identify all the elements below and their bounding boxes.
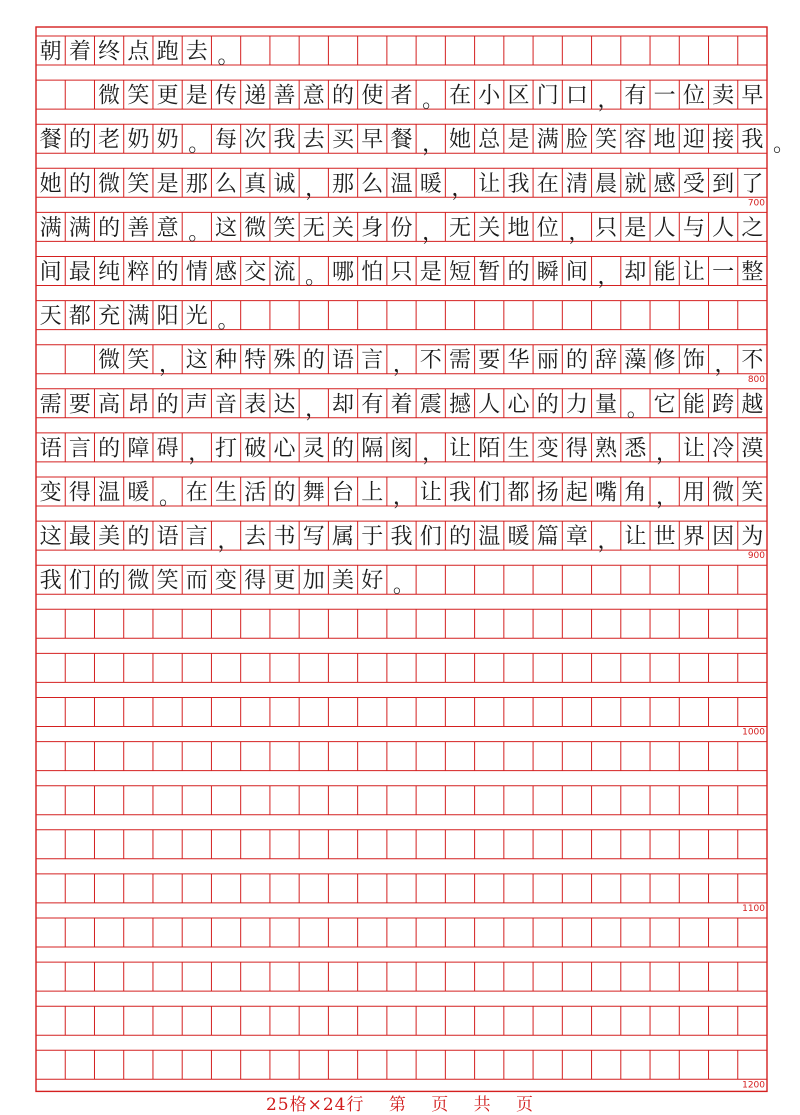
grid-char: 在 <box>536 171 559 197</box>
grid-char: 在 <box>448 83 471 109</box>
grid-char: 。 <box>773 132 796 158</box>
grid-char: 的 <box>68 171 91 197</box>
grid-char: 与 <box>682 215 705 241</box>
grid-char: 者 <box>390 83 413 109</box>
grid-char: 得 <box>565 436 588 462</box>
grid-char: 上 <box>361 480 384 506</box>
grid-char: 的 <box>536 392 559 418</box>
grid-char: ， <box>217 529 240 555</box>
grid-char: 活 <box>244 480 267 506</box>
grid-char: 光 <box>185 304 208 330</box>
grid-char: 身 <box>361 215 384 241</box>
grid-char: 善 <box>273 83 296 109</box>
grid-char: 迎 <box>682 127 705 153</box>
grid-char: 有 <box>361 392 384 418</box>
grid-char: ， <box>305 396 328 422</box>
char-count-label: 1100 <box>742 904 765 914</box>
grid-char: 脸 <box>565 127 588 153</box>
grid-char: 的 <box>156 392 179 418</box>
grid-char: 位 <box>536 215 559 241</box>
grid-char: 怕 <box>361 260 384 285</box>
grid-char: 特 <box>244 348 267 374</box>
grid-char: 笑 <box>127 348 150 374</box>
grid-char: 容 <box>624 127 647 153</box>
grid-char: 的 <box>156 260 179 285</box>
grid-char: 是 <box>419 260 442 285</box>
grid-char: 微 <box>127 568 150 594</box>
grid-char: 传 <box>215 83 238 109</box>
grid-char: 舞 <box>302 480 325 506</box>
grid-char: 变 <box>536 436 559 462</box>
grid-char: 语 <box>156 524 179 550</box>
grid-char: 我 <box>39 568 62 594</box>
grid-char: 餐 <box>390 127 413 153</box>
grid-char: 诚 <box>273 171 296 197</box>
grid-char: 用 <box>682 480 705 506</box>
grid-char: 不 <box>741 348 764 374</box>
grid-char: 老 <box>98 127 121 153</box>
grid-char: 起 <box>565 480 588 506</box>
grid-char: 碍 <box>156 436 179 462</box>
char-count-label: 800 <box>747 374 765 385</box>
grid-char: 意 <box>302 83 325 109</box>
grid-char: 藻 <box>624 348 647 374</box>
grid-char: 之 <box>741 215 764 241</box>
grid-char: 我 <box>507 171 530 197</box>
grid-char: 我 <box>448 480 471 506</box>
grid-char: 暖 <box>127 480 150 506</box>
grid-char: 要 <box>478 348 501 374</box>
grid-char: 短 <box>448 260 471 285</box>
grid-char: 人 <box>653 215 676 241</box>
grid-char: 一 <box>712 260 735 285</box>
page-footer: 25格×24行 第 页 共 页 <box>265 1095 535 1115</box>
grid-char: ， <box>597 529 620 555</box>
grid-char: 的 <box>332 83 355 109</box>
grid-char: ， <box>597 264 620 290</box>
grid-char: 粹 <box>127 260 150 285</box>
grid-char: 的 <box>507 260 530 285</box>
grid-char: 卖 <box>712 83 735 109</box>
grid-char: 流 <box>273 260 296 285</box>
grid-char: 充 <box>98 304 121 330</box>
grid-char: 整 <box>741 260 764 285</box>
grid-char: 么 <box>361 171 384 197</box>
grid-char: 笑 <box>273 215 296 241</box>
grid-char: 语 <box>332 348 355 374</box>
grid-char: 人 <box>712 215 735 241</box>
grid-char: 让 <box>682 260 705 285</box>
char-count-label: 700 <box>747 198 765 209</box>
grid-char: 于 <box>361 524 384 550</box>
grid-char: 美 <box>98 524 121 550</box>
grid-char: 关 <box>332 215 355 241</box>
grid-char: 瞬 <box>536 260 559 285</box>
grid-char: 陌 <box>478 436 501 462</box>
grid-char: 心 <box>507 392 530 418</box>
grid-char: 让 <box>419 480 442 506</box>
grid-char: 着 <box>390 392 413 418</box>
grid-char: 书 <box>273 524 296 550</box>
grid-char: 间 <box>39 260 62 285</box>
grid-char: 笑 <box>741 480 764 506</box>
grid-char: 的 <box>302 348 325 374</box>
grid-char: ， <box>656 485 679 510</box>
grid-char: 都 <box>68 304 91 330</box>
grid-char: 只 <box>595 215 618 241</box>
grid-char: 漠 <box>741 436 764 462</box>
grid-char: 的 <box>98 568 121 594</box>
grid-char: 。 <box>188 132 211 158</box>
grid-char: 熟 <box>595 436 618 462</box>
grid-char: 要 <box>68 392 91 418</box>
grid-char: 着 <box>68 39 91 65</box>
grid-char: 人 <box>478 392 501 418</box>
grid-char: 最 <box>68 260 91 285</box>
grid-char: 。 <box>217 44 240 69</box>
grid-char: 口 <box>565 83 588 109</box>
grid-char: 终 <box>98 39 121 65</box>
grid-char: 昂 <box>127 392 150 418</box>
grid-char: 使 <box>361 83 384 109</box>
grid-char: 音 <box>215 392 238 418</box>
grid-char: 力 <box>565 392 588 418</box>
grid-char: ， <box>422 132 445 158</box>
grid-char: 加 <box>302 568 325 594</box>
grid-char: 扬 <box>536 480 559 506</box>
grid-char: 美 <box>332 568 355 594</box>
grid-char: 奶 <box>127 127 150 153</box>
grid-char: 丽 <box>536 348 559 374</box>
grid-char: 这 <box>185 348 208 374</box>
grid-char: 不 <box>419 348 442 374</box>
grid-char: 却 <box>332 392 355 418</box>
grid-char: ， <box>422 220 445 246</box>
grid-char: 语 <box>39 436 62 462</box>
grid-char: 生 <box>215 480 238 506</box>
grid-char: 只 <box>390 260 413 285</box>
grid-char: 言 <box>185 524 208 550</box>
grid-char: 灵 <box>302 436 325 462</box>
grid-char: 了 <box>741 171 764 197</box>
grid-char: 早 <box>361 127 384 153</box>
grid-char: 们 <box>419 524 442 550</box>
grid-char: 跑 <box>156 39 179 65</box>
grid-char: 让 <box>448 436 471 462</box>
grid-char: 一 <box>653 83 676 109</box>
grid-char: 门 <box>536 83 559 109</box>
grid-char: 破 <box>244 436 267 462</box>
grid-char: 却 <box>624 260 647 285</box>
grid-char: 能 <box>653 260 676 285</box>
grid-char: 的 <box>98 436 121 462</box>
char-count-label: 1000 <box>742 727 765 738</box>
grid-char: 那 <box>185 171 208 197</box>
grid-char: 这 <box>39 524 62 550</box>
char-count-label: 900 <box>747 551 765 562</box>
grid-char: 真 <box>244 171 267 197</box>
grid-char: 让 <box>478 171 501 197</box>
grid-char: 在 <box>185 480 208 506</box>
grid-char: 让 <box>682 436 705 462</box>
grid-char: 们 <box>478 480 501 506</box>
grid-char: 地 <box>653 127 676 153</box>
grid-char: 受 <box>682 171 705 197</box>
grid-char: ， <box>656 440 679 466</box>
grid-char: 篇 <box>536 524 559 550</box>
grid-char: 更 <box>156 83 179 109</box>
grid-char: 。 <box>188 220 211 246</box>
grid-char: 去 <box>185 39 208 65</box>
grid-char: 暂 <box>478 260 501 285</box>
grid-char: 奶 <box>156 127 179 153</box>
grid-char: 们 <box>68 568 91 594</box>
grid-char: 界 <box>682 524 705 550</box>
grid-char: 表 <box>244 392 267 418</box>
grid-char: 种 <box>215 348 238 374</box>
grid-char: 温 <box>478 524 501 550</box>
grid-char: 交 <box>244 260 267 285</box>
grid-char: 微 <box>712 480 735 506</box>
grid-char: ， <box>422 440 445 466</box>
grid-char: 她 <box>39 171 62 197</box>
grid-char: 这 <box>215 215 238 241</box>
grid-char: 生 <box>507 436 530 462</box>
grid-char: 早 <box>741 83 764 109</box>
grid-char: 的 <box>332 436 355 462</box>
grid-char: 最 <box>68 524 91 550</box>
grid-char: 她 <box>448 127 471 153</box>
grid-char: 点 <box>127 39 150 65</box>
grid-char: 更 <box>273 568 296 594</box>
grid-char: 去 <box>302 127 325 153</box>
grid-char: 变 <box>215 568 238 594</box>
grid-char: 次 <box>244 127 267 153</box>
grid-char: 震 <box>419 392 442 418</box>
grid-char: 越 <box>741 392 764 418</box>
grid-char: ， <box>188 440 211 466</box>
grid-char: 么 <box>215 171 238 197</box>
grid-char: 殊 <box>273 348 296 374</box>
grid-char: 章 <box>565 524 588 550</box>
grid-char: 的 <box>98 215 121 241</box>
grid-char: 为 <box>741 524 764 550</box>
grid-char: 饰 <box>682 348 705 374</box>
grid-char: 清 <box>565 171 588 197</box>
grid-char: 是 <box>156 171 179 197</box>
grid-char: ， <box>158 352 181 378</box>
grid-char: 笑 <box>595 127 618 153</box>
grid-char: 好 <box>361 568 384 594</box>
grid-char: 递 <box>244 83 267 109</box>
grid-char: 感 <box>653 171 676 197</box>
grid-char: 满 <box>127 304 150 330</box>
grid-char: ， <box>714 352 737 378</box>
grid-char: 。 <box>217 308 240 334</box>
grid-char: 小 <box>478 83 501 109</box>
grid-char: 台 <box>332 480 355 506</box>
grid-char: 华 <box>507 348 530 374</box>
grid-char: 微 <box>98 83 121 109</box>
grid-char: 每 <box>215 127 238 153</box>
grid-char: 角 <box>624 480 647 506</box>
grid-char: 障 <box>127 436 150 462</box>
grid-char: 间 <box>565 260 588 285</box>
grid-char: 微 <box>98 348 121 374</box>
grid-char: 笑 <box>127 171 150 197</box>
grid-char: 关 <box>478 215 501 241</box>
grid-char: 我 <box>273 127 296 153</box>
grid-char: 量 <box>595 392 618 418</box>
grid-char: 温 <box>390 171 413 197</box>
grid-char: 那 <box>332 171 355 197</box>
grid-char: 餐 <box>39 127 62 153</box>
grid-char: 暖 <box>419 171 442 197</box>
grid-char: 阳 <box>156 304 179 330</box>
grid-char: 声 <box>185 392 208 418</box>
grid-char: 嘴 <box>595 480 618 506</box>
grid-char: 跨 <box>712 392 735 418</box>
grid-char: 悉 <box>624 436 647 462</box>
grid-char: 需 <box>39 392 62 418</box>
grid-char: ， <box>451 176 474 202</box>
grid-char: 高 <box>98 392 121 418</box>
grid-char: 意 <box>156 215 179 241</box>
grid-char: 去 <box>244 524 267 550</box>
grid-char: 隔 <box>361 436 384 462</box>
grid-char: 满 <box>536 127 559 153</box>
grid-char: 有 <box>624 83 647 109</box>
grid-char: 哪 <box>332 260 355 285</box>
grid-char: 都 <box>507 480 530 506</box>
grid-char: 我 <box>390 524 413 550</box>
grid-char: ， <box>392 352 415 378</box>
grid-char: 微 <box>98 171 121 197</box>
grid-char: 笑 <box>127 83 150 109</box>
grid-char: 朝 <box>39 39 62 65</box>
grid-char: 善 <box>127 215 150 241</box>
grid-char: 修 <box>653 348 676 374</box>
grid-char: 是 <box>624 215 647 241</box>
grid-char: 因 <box>712 524 735 550</box>
grid-char: 打 <box>215 436 238 462</box>
grid-char: 感 <box>215 260 238 285</box>
grid-char: 辞 <box>595 348 618 374</box>
grid-char: 接 <box>712 127 735 153</box>
grid-char: 的 <box>448 524 471 550</box>
grid-char: 满 <box>68 215 91 241</box>
grid-char: ， <box>568 220 591 246</box>
grid-char: 让 <box>624 524 647 550</box>
grid-char: 买 <box>332 127 355 153</box>
grid-char: 的 <box>127 524 150 550</box>
grid-char: 情 <box>185 260 208 285</box>
grid-char: 言 <box>361 348 384 374</box>
grid-char: ， <box>305 176 328 202</box>
grid-char: 份 <box>390 215 413 241</box>
grid-char: 的 <box>68 127 91 153</box>
grid-char: 写 <box>302 524 325 550</box>
grid-char: 。 <box>626 396 649 422</box>
grid-char: 无 <box>448 215 471 241</box>
grid-char: 得 <box>244 568 267 594</box>
grid-char: 位 <box>682 83 705 109</box>
grid-char: 撼 <box>448 392 471 418</box>
grid-char: 晨 <box>595 171 618 197</box>
grid-char: 总 <box>478 127 501 153</box>
grid-char: 我 <box>741 127 764 153</box>
grid-char: 是 <box>185 83 208 109</box>
grid-char: 无 <box>302 215 325 241</box>
grid-char: 需 <box>448 348 471 374</box>
grid-char: 冷 <box>712 436 735 462</box>
grid-char: 纯 <box>98 260 121 285</box>
grid-char: 笑 <box>156 568 179 594</box>
grid-char: 它 <box>653 392 676 418</box>
grid-char: 属 <box>332 524 355 550</box>
grid-char: 心 <box>273 436 296 462</box>
grid-char: ， <box>392 485 415 510</box>
grid-char: 温 <box>98 480 121 506</box>
grid-char: 区 <box>507 83 530 109</box>
grid-char: 到 <box>712 171 735 197</box>
grid-char: 言 <box>68 436 91 462</box>
grid-char: ， <box>597 88 620 114</box>
grid-char: 变 <box>39 480 62 506</box>
grid-char: 达 <box>273 392 296 418</box>
char-count-label: 1200 <box>742 1080 765 1091</box>
grid-char: 。 <box>305 264 328 290</box>
grid-char: 就 <box>624 171 647 197</box>
grid-char: 微 <box>244 215 267 241</box>
grid-char: 阂 <box>390 436 413 462</box>
grid-char: 而 <box>185 568 208 594</box>
grid-char: 的 <box>273 480 296 506</box>
grid-char: 暖 <box>507 524 530 550</box>
grid-char: 满 <box>39 215 62 241</box>
grid-char: 。 <box>422 88 445 114</box>
grid-char: 。 <box>392 573 415 599</box>
grid-char: 的 <box>565 348 588 374</box>
grid-char: 。 <box>158 485 181 510</box>
grid-char: 能 <box>682 392 705 418</box>
grid-char: 天 <box>39 304 62 330</box>
grid-char: 地 <box>507 215 530 241</box>
grid-char: 世 <box>653 524 676 550</box>
grid-char: 是 <box>507 127 530 153</box>
grid-char: 得 <box>68 480 91 506</box>
